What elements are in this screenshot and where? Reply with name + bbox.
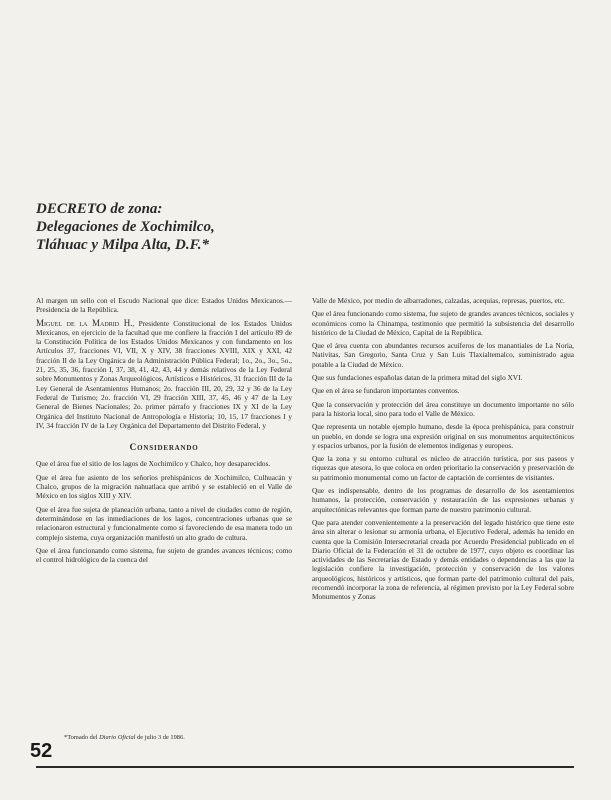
- left-column: [36, 296, 292, 668]
- signatory-paragraph: [36, 319, 292, 431]
- paragraph: Que sus fundaciones españolas datan de la primera mitad del siglo XVI.: [312, 373, 523, 383]
- paragraph: Que es indispensable, dentro de los programas de desarrollo de los asentamientos humanos, la protección, conservación y restauración de las expresiones urbanas y arquitectónicas relevantes que forman parte de nuestro patrimonio cultural.: [312, 486, 574, 514]
- paragraph: Que la conservación y protección del área constituye un documento importante no sólo para la historia local, sino para todo el Valle de México.: [312, 399, 574, 418]
- title-line-2: Delegaciones de Xochimilco,: [36, 219, 215, 235]
- paragraph: Que representa un notable ejemplo humano, desde la época prehispánica, para construir un pueblo, en donde se logra una expresión original en sus monumentos arquitectónicos y espacios urbanos, por la fusión de elementos indígenas y europeos.: [312, 422, 574, 450]
- right-column: [312, 296, 574, 768]
- footnote-suffix: de julio 3 de 1986.: [135, 734, 185, 741]
- intro-paragraph: Al margen un sello con el Escudo Nacional que dice: Estados Unidos Mexicanos.—Presidencia de la República.: [36, 296, 292, 315]
- footnote-prefix: *Tomado del: [64, 734, 100, 741]
- signatory-name: Miguel de la Madrid H.: [36, 317, 133, 328]
- paragraph: Que para atender convenientemente a la preservación del legado histórico que tiene este área sin alterar o lesionar su armonía urbana, el Ejecutivo Federal, además ha tenido en cuenta que la Comisión Intersecretarial creada por Acuerdo Presidencial publicado en el Diario Oficial de la Federación el 31 de octubre de 1977, cuyo objeto es coordinar las actividades de las Secretarías de Estado y demás entidades o dependencias a las que la legislación confiere la investigación, protección y conservación de los valores arqueológicos, históricos y artísticos, que forman parte del patrimonio cultural del país, recomendó incorporar la zona de referencia, al régimen previsto por la Ley Federal sobre Monumentos y Zonas: [312, 517, 574, 602]
- paragraph: Que en el área se fundaron importantes conventos.: [312, 386, 460, 396]
- paragraph: Que el área fue sujeta de planeación urbana, tanto a nivel de ciudades como de región, determinándose en las inmediaciones de los lagos, concentraciones urbanas que se relacionaron estructural y funcionalmente como sí favoreciendo de esa manera todo un complejo sistema, cuya organización manifestó un alto grado de cultura.: [36, 504, 292, 542]
- decree-title: [36, 200, 336, 254]
- section-heading: Considerando: [129, 443, 199, 454]
- paragraph: Que la zona y su entorno cultural es núcleo de atracción turística, por sus paseos y riquezas que atesora, lo que coloca en orden prioritario la conservación y preservación de su patrimonio monumental como un factor de captación de corrientes de visitantes.: [312, 454, 574, 482]
- footnote-source: Diario Oficial: [99, 734, 136, 741]
- footer-rule: [36, 766, 574, 768]
- paragraph: Que el área funcionando como sistema, fue sujeto de grandes avances técnicos; como el control hidrológico de la cuenca del: [36, 545, 292, 565]
- footnote: [64, 734, 294, 742]
- title-line-3: Tláhuac y Milpa Alta, D.F.*: [36, 237, 209, 253]
- paragraph: Que el área cuenta con abundantes recursos acuíferos de los manantiales de La Noria, Nativitas, San Gregorio, Santa Cruz y San Luis Tlaxialtemalco, suministrado agua potable a la Ciudad de México.: [312, 341, 574, 369]
- paragraph: Que el área funcionando como sistema, fue sujeto de grandes avances técnicos, sociales y económicos como la Chinampa, testimonio que permitió la subsistencia del desarrollo histórico de la Ciudad de México, Capital de la República.: [312, 309, 574, 337]
- paragraph: Valle de México, por medio de albarradones, calzadas, acequias, represas, puertos, etc.: [312, 296, 565, 305]
- signatory-text: , Presidente Constitucional de los Estados Unidos Mexicanos, en ejercicio de la facultad que me confiere la fracción I del artículo 89 de la Constitución Política de los Estados Unidos Mexicanos y con fundamento en los Artículos 37, fracciones VI, VII, X y XIV, 38 fracciones XVIII, XIX y XXI, 42 fracción II de la Ley Orgánica de la Administración Pública Federal; 1o., 2o., 3o., 5o., 21, 25, 35, 36, fracción I, 37, 38, 41, 42, 43, 44 y demás relativos de la Ley Federal sobre Monumentos y Zonas Arqueológicos, Artísticos e Históricos, 31 fracción III de la Ley General de Asentamientos Humanos; 2o. fracción III, 20, 29, 32 y 36 de la Ley Federal de Turismo; 2o. fracción VI, 29 fracción XIII, 37, 45, 46 y 47 de la Ley General de Bienes Nacionales; 2o. primer párrafo y fracciones IX y XI de la Ley Orgánica del Instituto Nacional de Antropología e Historia; 10, 15, 17 fracciones I y IV, 34 fracción IV de la Ley Orgánica del Departamento del Distrito Federal, y: [36, 318, 292, 430]
- page-number: 52: [30, 740, 53, 762]
- paragraph: Que el área fue el sitio de los lagos de Xochimilco y Chalco, hoy desaparecidos.: [36, 459, 271, 469]
- paragraph: Que el área fue asiento de los señoríos prehispánicos de Xochimilco, Culhuacán y Chalco, grupos de la migración nahuatlaca que arribó y se estableció en el Valle de México en los siglos XIII y XIV.: [36, 472, 292, 501]
- title-line-1: DECRETO de zona:: [36, 201, 163, 217]
